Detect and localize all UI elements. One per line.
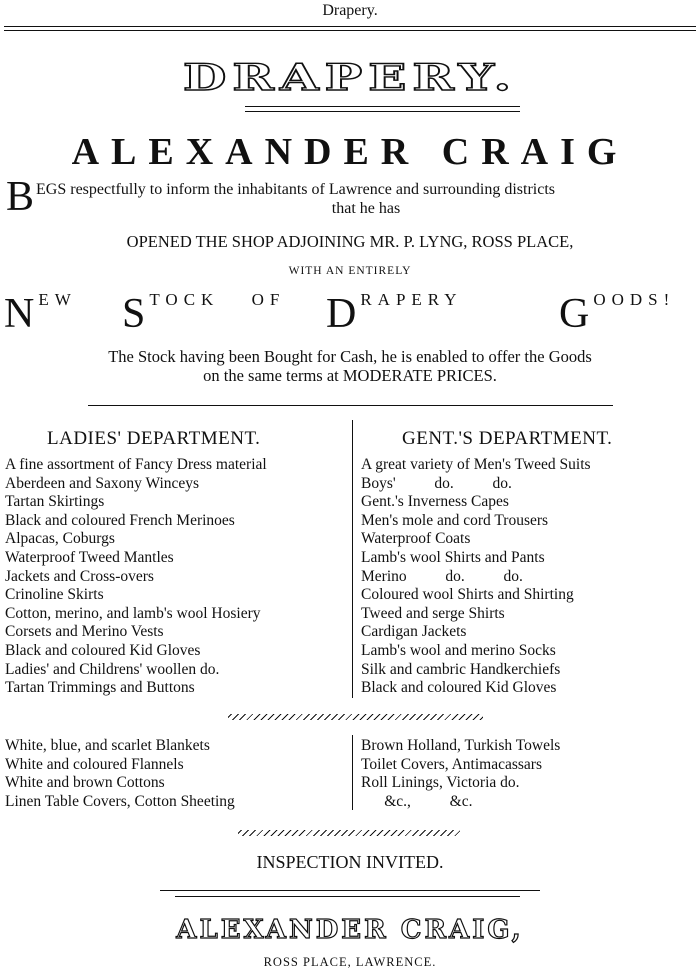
ladies-item: Black and coloured Kid Gloves	[5, 641, 201, 659]
household-right-items	[361, 737, 560, 811]
intro-line-2: that he has	[331, 200, 401, 217]
page-title: DRAPERY.	[182, 56, 518, 99]
stock-note-line-2: on the same terms at MODERATE PRICES.	[203, 366, 497, 385]
ladies-item: Crinoline Skirts	[5, 586, 104, 604]
ladies-item: Tartan Trimmings and Buttons	[5, 679, 195, 697]
ladies-items	[5, 456, 267, 698]
wavy-divider-2	[238, 830, 460, 836]
household-left-item: White and brown Cottons	[5, 774, 165, 792]
section-rule	[88, 405, 613, 406]
ladies-item: Jackets and Cross-overs	[5, 567, 154, 585]
gents-item: A great variety of Men's Tweed Suits	[361, 456, 591, 473]
ladies-dept-title: LADIES' DEPARTMENT.	[47, 428, 261, 449]
gents-item: Gent.'s Inverness Capes	[361, 493, 509, 511]
new-stock-word-1: NEW	[4, 290, 77, 337]
gents-item: Coloured wool Shirts and Shirting	[361, 586, 574, 604]
household-left-items	[5, 737, 235, 811]
with-entirely: WITH AN ENTIRELY	[288, 265, 412, 277]
sig-rule-2	[175, 896, 520, 897]
new-stock-word-3: DRAPERY	[326, 290, 463, 337]
signature-name: ALEXANDER CRAIG,	[176, 915, 524, 945]
gents-item: Men's mole and cord Trousers	[361, 511, 549, 529]
household-left-item: Linen Table Covers, Cotton Sheeting	[5, 792, 235, 810]
gents-item: Waterproof Coats	[361, 530, 471, 548]
new-stock-word-4: GOODS!	[559, 290, 676, 337]
running-header: Drapery.	[322, 2, 378, 19]
gents-item: Cardigan Jackets	[361, 623, 467, 641]
household-right-item: Roll Linings, Victoria do.	[361, 774, 520, 792]
stock-note-line-1: The Stock having been Bought for Cash, he is enabled to offer the Goods	[108, 347, 592, 366]
gents-item: Black and coloured Kid Gloves	[361, 679, 557, 697]
merchant-name: ALEXANDER CRAIG	[71, 131, 629, 173]
ladies-item: Aberdeen and Saxony Winceys	[5, 474, 200, 492]
opened-notice: OPENED THE SHOP ADJOINING MR. P. LYNG, ROSS PLACE,	[126, 232, 574, 251]
dept-divider	[352, 420, 353, 698]
household-right-item: Brown Holland, Turkish Towels	[361, 737, 561, 754]
ladies-item: Tartan Skirtings	[5, 493, 105, 511]
household-right-item: &c., &c.	[361, 792, 473, 810]
household-left-item: White and coloured Flannels	[5, 755, 184, 773]
new-stock-word-2: STOCK OF	[122, 290, 286, 337]
ladies-item: Ladies' and Childrens' woollen do.	[5, 660, 220, 678]
title-rule-1	[245, 106, 520, 107]
gents-item: Lamb's wool and merino Socks	[361, 641, 556, 659]
household-right-item: Toilet Covers, Antimacassars	[361, 755, 543, 773]
gents-item: Silk and cambric Handkerchiefs	[361, 660, 561, 678]
inspection-invited: INSPECTION INVITED.	[256, 852, 444, 872]
ladies-item: Corsets and Merino Vests	[5, 623, 164, 641]
header-rule-top	[4, 26, 696, 27]
household-divider	[352, 735, 353, 810]
intro-dropcap: B	[6, 174, 35, 220]
ladies-item: Cotton, merino, and lamb's wool Hosiery	[5, 604, 261, 622]
gents-dept-title: GENT.'S DEPARTMENT.	[402, 428, 613, 449]
gents-items	[361, 456, 591, 698]
intro-line-1: EGS respectfully to inform the inhabitants of Lawrence and surrounding districts	[36, 181, 555, 198]
sig-rule-1	[160, 890, 540, 891]
stock-note	[0, 347, 700, 385]
ladies-item: Waterproof Tweed Mantles	[5, 548, 174, 566]
wavy-divider-1	[228, 714, 483, 720]
signature-address: ROSS PLACE, LAWRENCE.	[263, 955, 437, 969]
gents-item: Boys' do. do.	[361, 474, 512, 492]
gents-item: Lamb's wool Shirts and Pants	[361, 548, 545, 566]
title-rule-2	[245, 111, 520, 112]
ladies-item: Black and coloured French Merinoes	[5, 511, 235, 529]
gents-item: Tweed and serge Shirts	[361, 604, 505, 622]
ladies-item: Alpacas, Coburgs	[5, 530, 115, 548]
intro-paragraph	[6, 174, 696, 220]
ladies-item: A fine assortment of Fancy Dress material	[5, 456, 267, 473]
header-rule-bottom	[4, 30, 696, 31]
gents-item: Merino do. do.	[361, 567, 523, 585]
household-left-item: White, blue, and scarlet Blankets	[5, 737, 210, 754]
